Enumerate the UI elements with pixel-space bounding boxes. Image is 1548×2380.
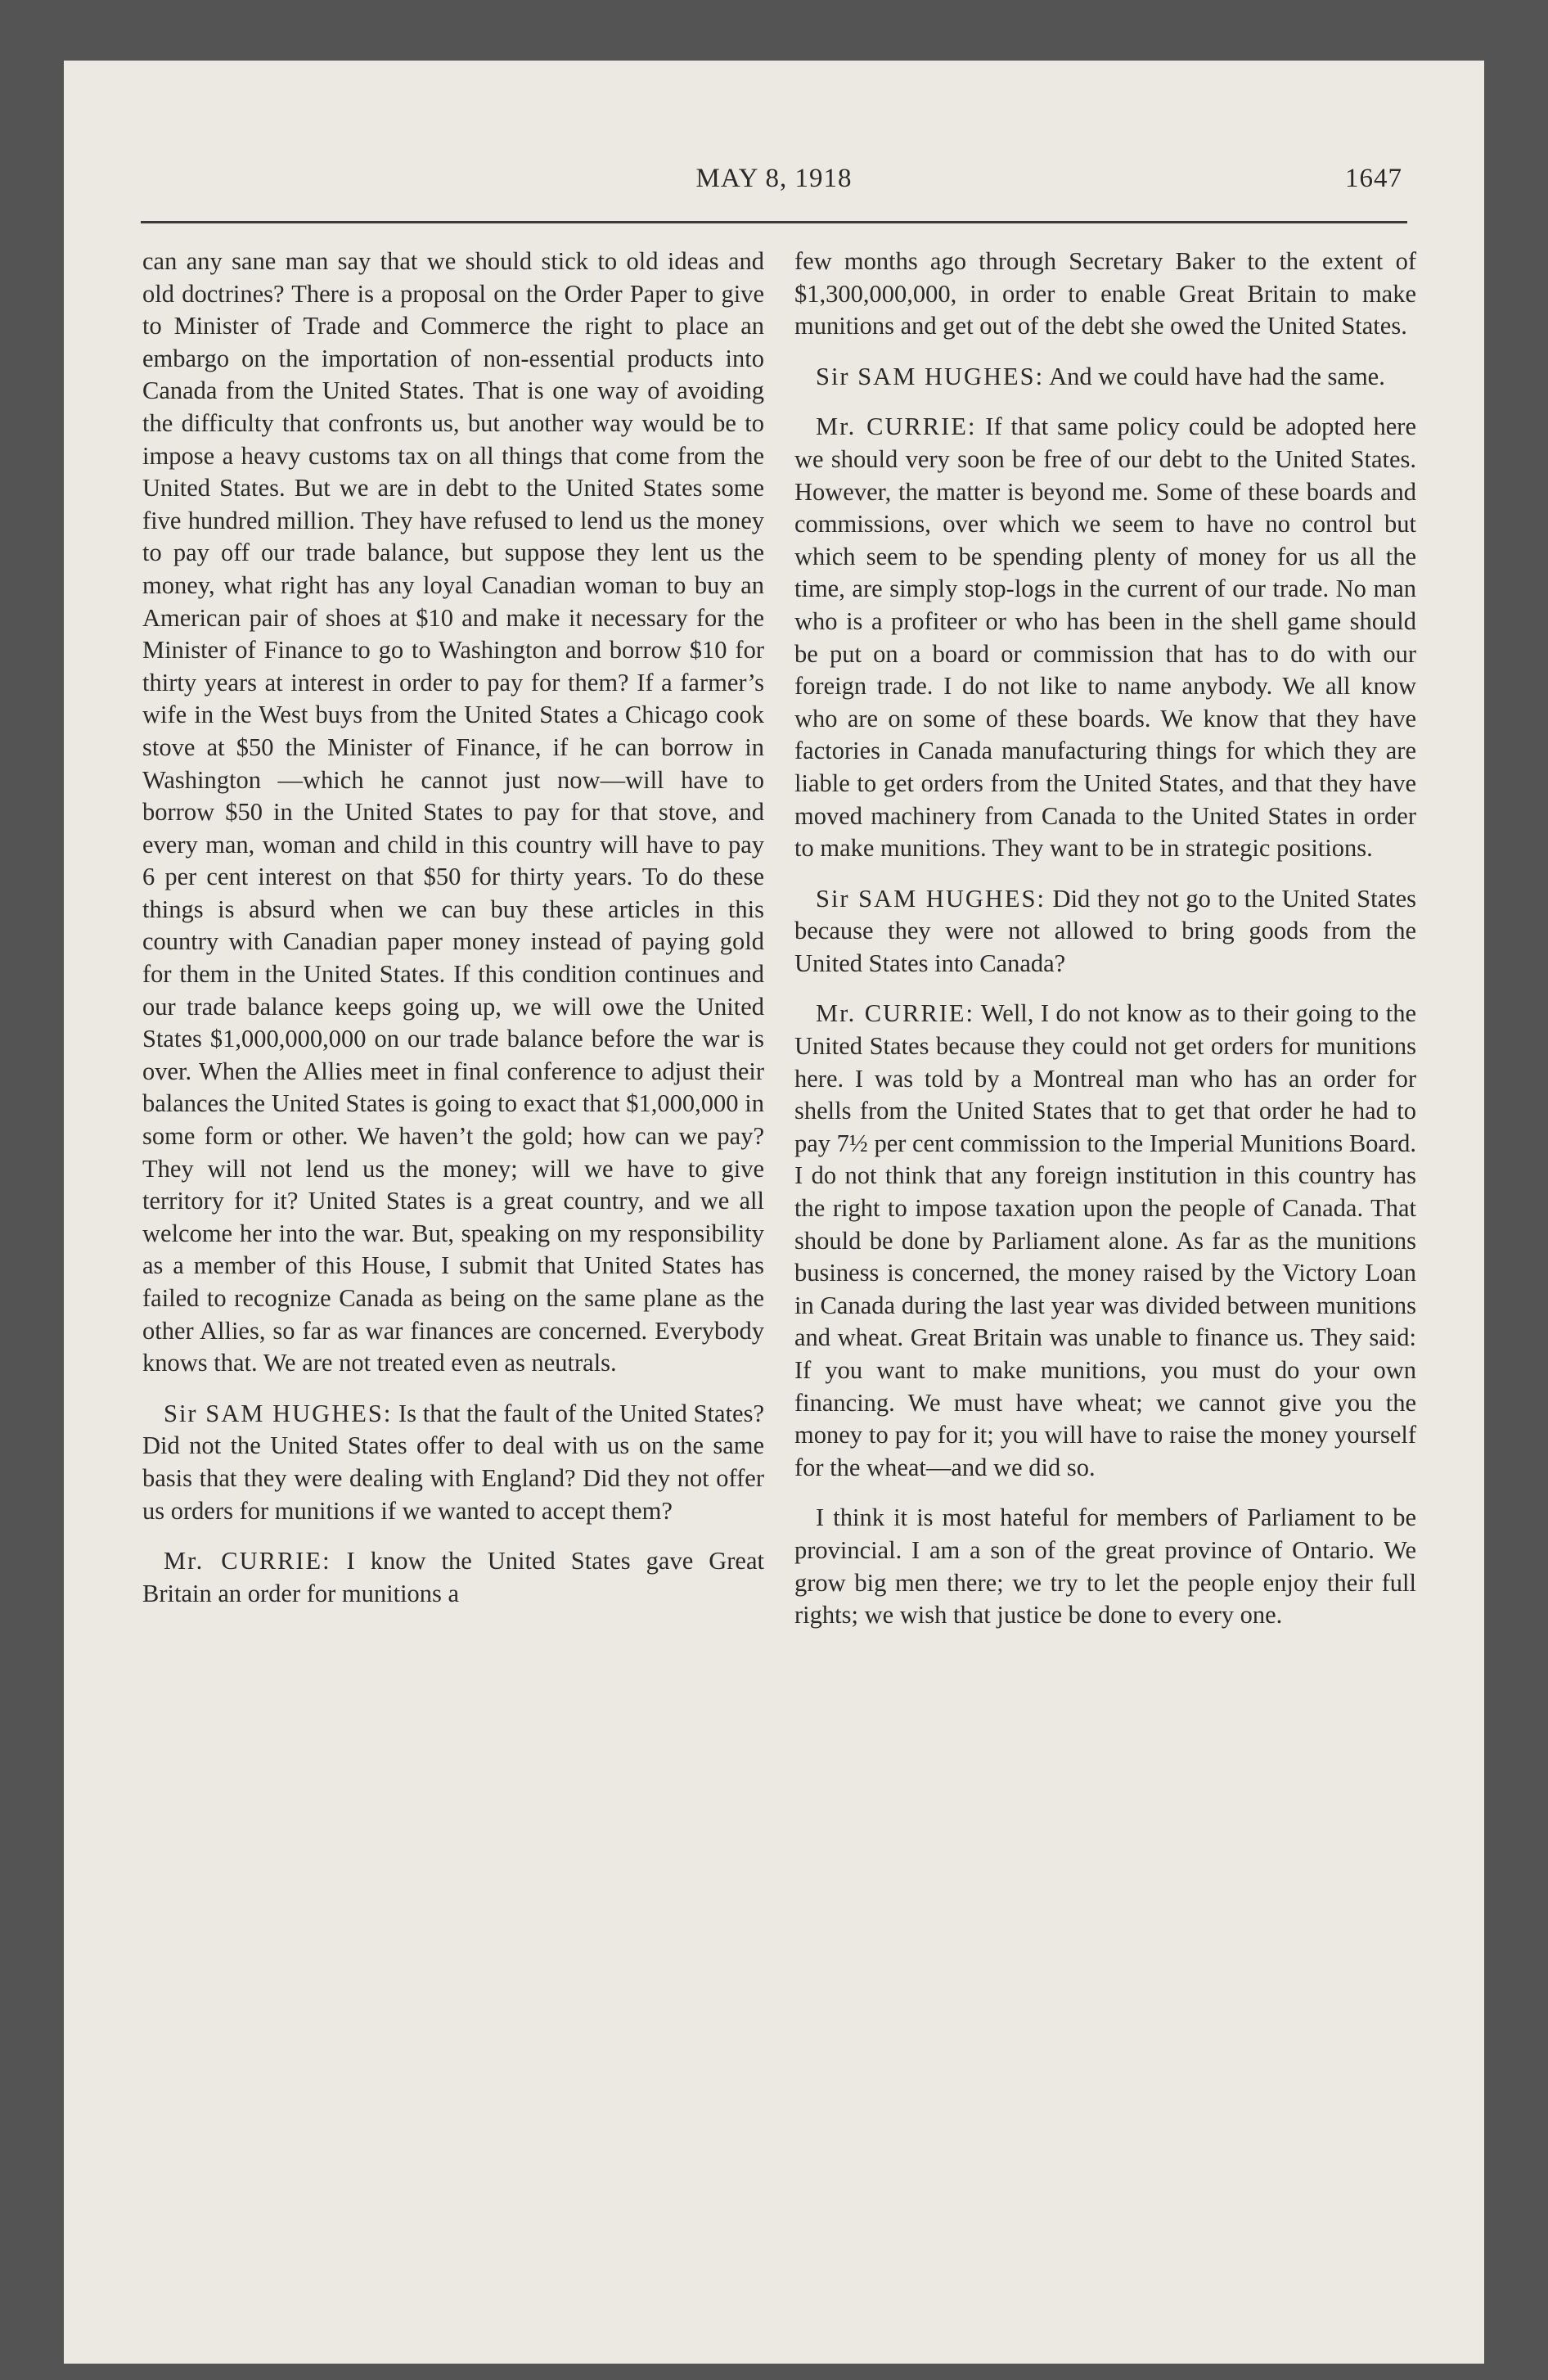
speaker-name: Sir SAM HUGHES: — [816, 884, 1046, 913]
speaker-name: Mr. CURRIE: — [816, 999, 975, 1028]
page-number: 1647 — [1345, 164, 1402, 193]
speech-text: Well, I do not know as to their going to the United States because they could not get orders for munitions here. I was told by a Montreal man who has an order for shells from the United States that to get that order he had to pay 7½ per cent commission to the Imperial Munitions Board. I do not think that any foreign institution in this country has the right to impose taxation upon the people of Canada. That should be done by Parliament alone. As far as the munitions business is concerned, the money raised by the Victory Loan in Canada during the last year was divided between munitions and wheat. Great Britain was unable to finance us. They said: If you want to make munitions, you must do your own financing. We must have wheat; we cannot give you the money to pay for it; you will have to raise the money yourself for the wheat—and we did so. — [794, 999, 1416, 1481]
speaker-name: Sir SAM HUGHES: — [164, 1399, 393, 1427]
document-page — [64, 61, 1484, 2364]
paragraph — [142, 1545, 764, 1610]
speaker-name: Mr. CURRIE: — [816, 412, 977, 441]
paragraph: I think it is most hateful for members of Parliament to be provincial. I am a son of the great province of Ontario. We grow big men there; we try to let the people enjoy their full rights; we wish that justice be done to every one. — [794, 1503, 1416, 1629]
paragraph: can any sane man say that we should stick to old ideas and old doctrines? There is a proposal on the Order Paper to give to Minister of Trade and Commerce the right to place an embargo on the importation of non-essential products into Canada from the United States. That is one way of avoiding the difficulty that confronts us, but another way would be to impose a heavy customs tax on all things that come from the United States. But we are in debt to the United States some five hundred million. They have refused to lend us the money to pay off our trade balance, but suppose they lent us the money, what right has any loyal Canadian woman to buy an American pair of shoes at $10 and make it necessary for the Minister of Finance to go to Washington and borrow $10 for thirty years at interest in order to pay for them? If a farmer’s wife in the West buys from the United States a Chicago cook stove at $50 the Minister of Finance, if he can borrow in Washington —which he cannot just now—will have to borrow $50 in the United States to pay for that stove, and every man, woman and child in this country will have to pay 6 per cent interest on that $50 for thirty years. To do these things is absurd when we can buy these articles in this country with Canadian paper money instead of paying gold for them in the United States. If this condition continues and our trade balance keeps going up, we will owe the United States $1,000,000,000 on our trade balance before the war is over. When the Allies meet in final conference to adjust their balances the United States is going to exact that $1,000,000 in some form or other. We haven’t the gold; how can we pay? They will not lend us the money; will we have to give territory for it? United States is a great country, and we all welcome her into the war. But, speaking on my responsibility as a member of this House, I submit that United States has failed to recognize Canada as being on the same plane as the other Allies, so far as war finances are concerned. Everybody knows that. We are not treated even as neutrals. — [142, 247, 764, 1377]
paragraph — [142, 1398, 764, 1527]
speech-text: If that same policy could be adopted here we should very soon be free of our debt to the United States. However, the matter is beyond me. Some of these boards and commissions, over which we seem to have no control but which seem to be spending plenty of money for us all the time, are simply stop-logs in the current of our trade. No man who is a profiteer or who has been in the shell game should be put on a board or commission that has to do with our foreign trade. I do not like to name anybody. We all know who are on some of these boards. We know that they have factories in Canada manufacturing things for which they are liable to get orders from the United States, and that they have moved machinery from Canada to the United States in order to make munitions. They want to be in strategic positions. — [794, 412, 1416, 863]
right-column — [794, 246, 1416, 1632]
speech-text: I know the United States gave Great Britain an order for munitions a — [142, 1547, 764, 1607]
header-date: MAY 8, 1918 — [695, 164, 853, 193]
header-rule — [141, 221, 1407, 223]
speaker-name: Mr. CURRIE: — [164, 1547, 331, 1575]
page-header — [146, 164, 1402, 206]
paragraph — [794, 883, 1416, 980]
paragraph: few months ago through Secretary Baker to the extent of $1,300,000,000, in order to enable Great Britain to make munitions and get out of the debt she owed the United States. — [794, 247, 1416, 340]
speech-text: And we could have had the same. — [1044, 362, 1385, 390]
speech-text: Is that the fault of the United States? Did not the United States offer to deal with us on the same basis that they were dealing with England? Did they not offer us orders for munitions if we wanted to accept them? — [142, 1399, 764, 1525]
paragraph — [794, 411, 1416, 864]
paragraph — [794, 998, 1416, 1484]
speech-text: Did they not go to the United States because they were not allowed to bring goods from the United States into Canada? — [794, 884, 1416, 977]
left-column — [142, 246, 764, 1610]
paragraph — [794, 361, 1416, 394]
speaker-name: Sir SAM HUGHES: — [816, 362, 1045, 390]
